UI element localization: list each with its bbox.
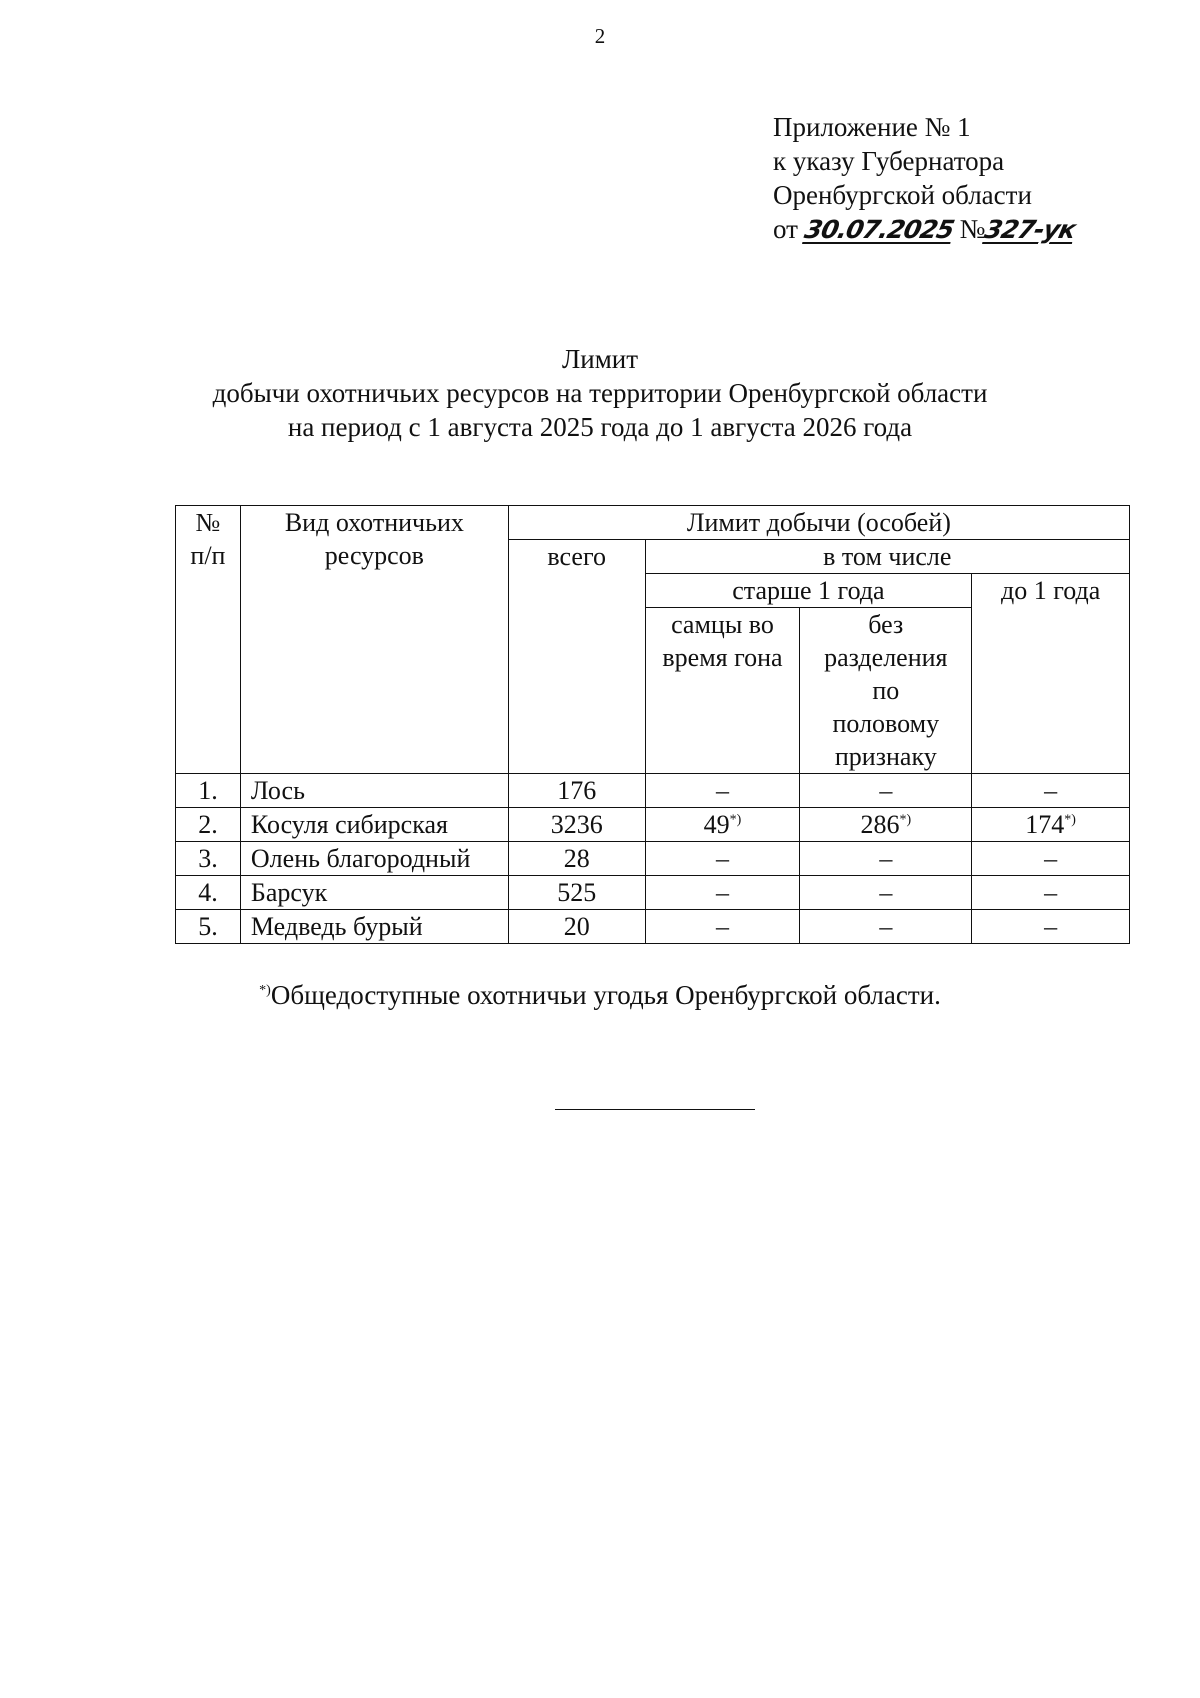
row-males: –	[645, 774, 800, 808]
header-under: до 1 года	[972, 574, 1130, 774]
number-prefix: №	[959, 214, 986, 244]
table-row	[176, 842, 1130, 876]
footnote-text: Общедоступные охотничьи угодья Оренбургской области.	[270, 980, 941, 1010]
row-number: 1.	[176, 774, 241, 808]
row-total: 28	[508, 842, 645, 876]
row-nosex: –	[800, 842, 972, 876]
row-nosex: –	[800, 876, 972, 910]
row-nosex: –	[800, 910, 972, 944]
table-row	[176, 774, 1130, 808]
row-species: Барсук	[240, 876, 508, 910]
table-row	[176, 876, 1130, 910]
date-prefix: от	[773, 214, 798, 244]
header-number: № п/п	[176, 506, 241, 774]
row-males: 49*)	[645, 808, 800, 842]
row-species: Косуля сибирская	[240, 808, 508, 842]
appendix-decree: к указу Губернатора	[773, 146, 1005, 176]
row-males: –	[645, 910, 800, 944]
header-including: в том числе	[645, 540, 1129, 574]
row-number: 4.	[176, 876, 241, 910]
row-under: –	[972, 910, 1130, 944]
header-limit: Лимит добычи (особей)	[508, 506, 1129, 540]
document-title	[0, 342, 1200, 444]
appendix-region: Оренбургской области	[773, 180, 1032, 210]
appendix-title: Приложение № 1	[773, 112, 971, 142]
header-nosex: без разделения по половому признаку	[800, 608, 972, 774]
row-species: Медведь бурый	[240, 910, 508, 944]
row-total: 525	[508, 876, 645, 910]
title-line-3: на период с 1 августа 2025 года до 1 августа 2026 года	[287, 412, 913, 442]
header-males: самцы во время гона	[645, 608, 800, 774]
row-number: 2.	[176, 808, 241, 842]
footnote	[0, 980, 1200, 1011]
row-total: 3236	[508, 808, 645, 842]
appendix-block	[773, 110, 1079, 247]
row-nosex: 286*)	[800, 808, 972, 842]
row-males: –	[645, 842, 800, 876]
row-under: –	[972, 876, 1130, 910]
title-line-1: Лимит	[561, 344, 639, 374]
page-number: 2	[594, 24, 606, 48]
handwritten-date: 30.07.2025	[801, 215, 957, 244]
row-total: 20	[508, 910, 645, 944]
row-total: 176	[508, 774, 645, 808]
row-under: 174*)	[972, 808, 1130, 842]
end-divider	[555, 1109, 755, 1110]
handwritten-number: 327-ук	[982, 215, 1079, 244]
row-nosex: –	[800, 774, 972, 808]
table-row	[176, 808, 1130, 842]
header-older: старше 1 года	[645, 574, 972, 608]
table-row	[176, 910, 1130, 944]
row-species: Олень благородный	[240, 842, 508, 876]
title-line-2: добычи охотничьих ресурсов на территории Оренбургской области	[212, 378, 988, 408]
header-species: Вид охотничьих ресурсов	[240, 506, 508, 774]
header-total: всего	[508, 540, 645, 774]
row-number: 3.	[176, 842, 241, 876]
row-under: –	[972, 774, 1130, 808]
row-under: –	[972, 842, 1130, 876]
row-species: Лось	[240, 774, 508, 808]
footnote-mark: *)	[259, 983, 271, 998]
appendix-date-line	[773, 212, 1079, 247]
row-number: 5.	[176, 910, 241, 944]
row-males: –	[645, 876, 800, 910]
limits-table	[175, 505, 1130, 944]
